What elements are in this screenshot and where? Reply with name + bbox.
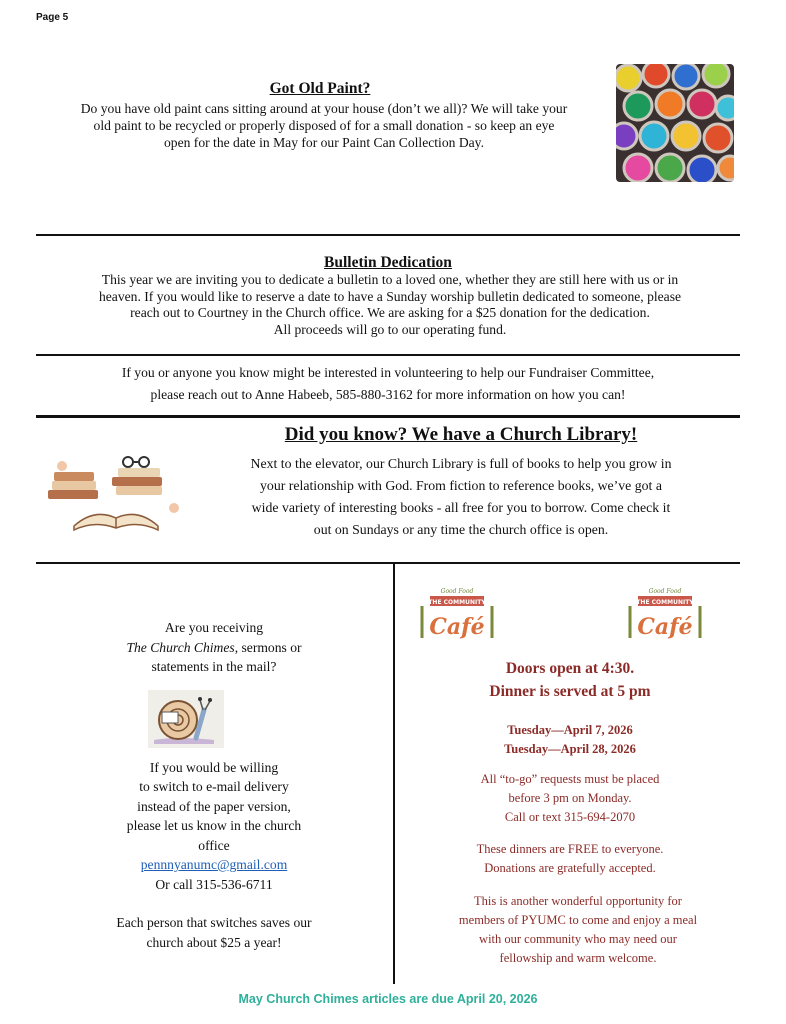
cafe-logo xyxy=(622,584,708,644)
library-line: Next to the elevator, our Church Library is full of books to help you grow in xyxy=(250,456,672,471)
cafe-logo-name: Café xyxy=(637,614,693,640)
paint-line: open for the date in May for our Paint Can Collection Day. xyxy=(163,135,484,150)
paint-line: old paint to be recycled or properly disposed of for a small donation - so keep an eye xyxy=(93,118,555,133)
cafe-free-info xyxy=(420,840,720,878)
opportunity-line: with our community who may need our xyxy=(479,932,677,946)
bulletin-body xyxy=(40,272,740,338)
bulletin-line: reach out to Courtney in the Church office. We are asking for a $25 donation for the dedication. xyxy=(130,305,650,320)
paint-cans-image xyxy=(616,64,734,182)
cafe-logo xyxy=(414,584,500,644)
divider-line xyxy=(36,562,740,564)
switch-line: instead of the paper version, xyxy=(137,798,291,814)
switch-line: please let us know in the church xyxy=(126,818,302,833)
doors-open-text: Doors open at 4:30. xyxy=(505,660,635,677)
cafe-opportunity xyxy=(420,892,736,968)
paint-line: Do you have old paint cans sitting around at your house (don’t we all)? We will take your xyxy=(80,101,568,116)
cafe-logo-band: THE COMMUNITY xyxy=(636,599,694,606)
paint-body xyxy=(36,100,612,151)
savings-line: Each person that switches saves our xyxy=(116,915,312,930)
bulletin-title: Bulletin Dedication xyxy=(324,254,452,271)
volunteer-line: If you or anyone you know might be interested in volunteering to help our Fundraiser Committee, xyxy=(121,365,655,380)
divider-line xyxy=(36,354,740,356)
volunteer-notice xyxy=(36,362,740,406)
paint-title: Got Old Paint? xyxy=(269,80,371,97)
email-link[interactable]: pennnyanumc@gmail.com xyxy=(140,857,288,872)
question-line: Are you receiving xyxy=(164,620,264,635)
opportunity-line: members of PYUMC to come and enjoy a meal xyxy=(458,913,698,927)
opportunity-line: fellowship and warm welcome. xyxy=(499,951,657,965)
cafe-date: Tuesday—April 7, 2026 xyxy=(507,723,633,737)
free-line: These dinners are FREE to everyone. xyxy=(476,842,664,856)
newsletter-title: The Church Chimes xyxy=(126,639,235,655)
question-line: , sermons or xyxy=(234,639,302,655)
cafe-logo-tagline: Good Food xyxy=(648,588,682,595)
library-title: Did you know? We have a Church Library! xyxy=(284,424,638,445)
switch-line: office xyxy=(198,837,230,853)
footer-deadline: May Church Chimes articles are due April 20, 2026 xyxy=(238,992,538,1006)
savings-line: church about $25 a year! xyxy=(146,934,282,950)
free-line: Donations are gratefully accepted. xyxy=(484,861,656,875)
phone-line: Or call 315-536-6711 xyxy=(155,876,273,892)
opportunity-line: This is another wonderful opportunity for xyxy=(474,894,682,908)
cafe-dates xyxy=(420,721,720,759)
switch-line: If you would be willing xyxy=(149,759,279,775)
email-delivery-section xyxy=(64,618,364,952)
books-illustration xyxy=(44,456,186,536)
snail-mail-icon xyxy=(148,690,224,748)
page-number: Page 5 xyxy=(36,12,69,23)
cafe-togo-info xyxy=(420,770,720,827)
switch-line: to switch to e-mail delivery xyxy=(139,779,289,794)
togo-line: Call or text 315-694-2070 xyxy=(504,810,636,824)
togo-line: before 3 pm on Monday. xyxy=(508,791,632,805)
question-line: statements in the mail? xyxy=(151,659,277,674)
cafe-logo-band: THE COMMUNITY xyxy=(428,599,486,606)
cafe-logo-tagline: Good Food xyxy=(440,588,474,595)
cafe-logo-name: Café xyxy=(429,614,485,640)
bulletin-line: This year we are inviting you to dedicate a bulletin to a loved one, whether they are still here with us or in xyxy=(101,272,679,287)
bulletin-line: heaven. If you would like to reserve a date to have a Sunday worship bulletin dedicated to someone, please xyxy=(98,288,682,304)
library-line: wide variety of interesting books - all free for you to borrow. Come check it xyxy=(251,500,671,515)
bulletin-line: All proceeds will go to our operating fund. xyxy=(273,321,507,337)
library-line: your relationship with God. From fiction to reference books, we’ve got a xyxy=(260,478,662,493)
cafe-hours xyxy=(420,657,720,703)
volunteer-line: please reach out to Anne Habeeb, 585-880-3162 for more information on how you can! xyxy=(150,387,626,402)
dinner-time-text: Dinner is served at 5 pm xyxy=(489,683,651,700)
library-body xyxy=(196,453,726,541)
cafe-date: Tuesday—April 28, 2026 xyxy=(504,742,636,756)
divider-line xyxy=(36,234,740,236)
togo-line: All “to-go” requests must be placed xyxy=(480,772,660,786)
divider-line xyxy=(36,415,740,418)
column-divider xyxy=(393,564,395,984)
library-line: out on Sundays or any time the church office is open. xyxy=(313,522,609,537)
